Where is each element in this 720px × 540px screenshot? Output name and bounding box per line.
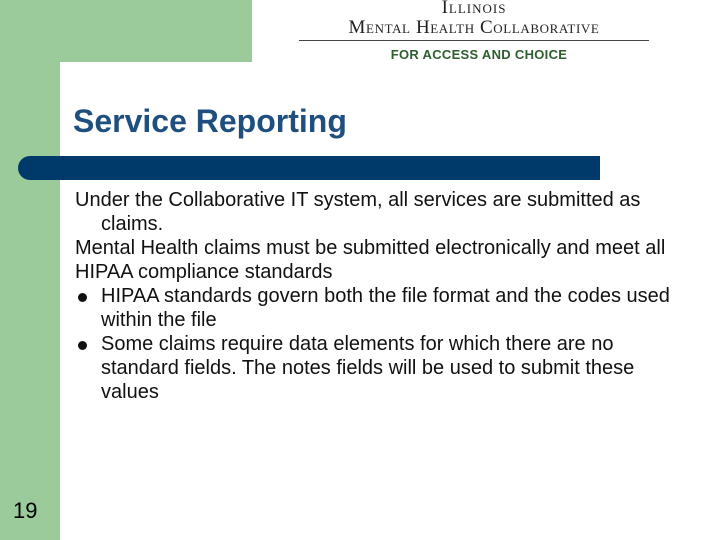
logo-organization-name: Mental Health Collaborative bbox=[348, 17, 600, 38]
slide-body bbox=[75, 188, 675, 404]
bullet-item bbox=[75, 284, 675, 332]
logo-state-name: Illinois bbox=[441, 0, 507, 18]
bullet-icon bbox=[78, 341, 87, 350]
logo-tagline: FOR ACCESS AND CHOICE bbox=[390, 47, 568, 62]
bullet-list bbox=[75, 284, 675, 404]
collaborative-logo bbox=[296, 0, 652, 64]
bullet-text: HIPAA standards govern both the file format and the codes used within the file bbox=[101, 285, 670, 331]
top-accent-band bbox=[0, 0, 252, 62]
bullet-text: Some claims require data elements for which there are no standard fields. The notes fields will be used to submit these values bbox=[101, 333, 635, 403]
slide-title: Service Reporting bbox=[73, 103, 347, 139]
title-underline-bar bbox=[18, 156, 600, 180]
bullet-item bbox=[75, 332, 675, 404]
bullet-icon bbox=[78, 293, 87, 302]
body-paragraph: Mental Health claims must be submitted electronically and meet all HIPAA compliance standards bbox=[75, 237, 666, 283]
body-paragraph: Under the Collaborative IT system, all services are submitted as claims. bbox=[75, 189, 641, 235]
logo-divider bbox=[299, 40, 649, 41]
slide-number: 19 bbox=[13, 498, 38, 523]
left-accent-bar bbox=[0, 0, 60, 540]
